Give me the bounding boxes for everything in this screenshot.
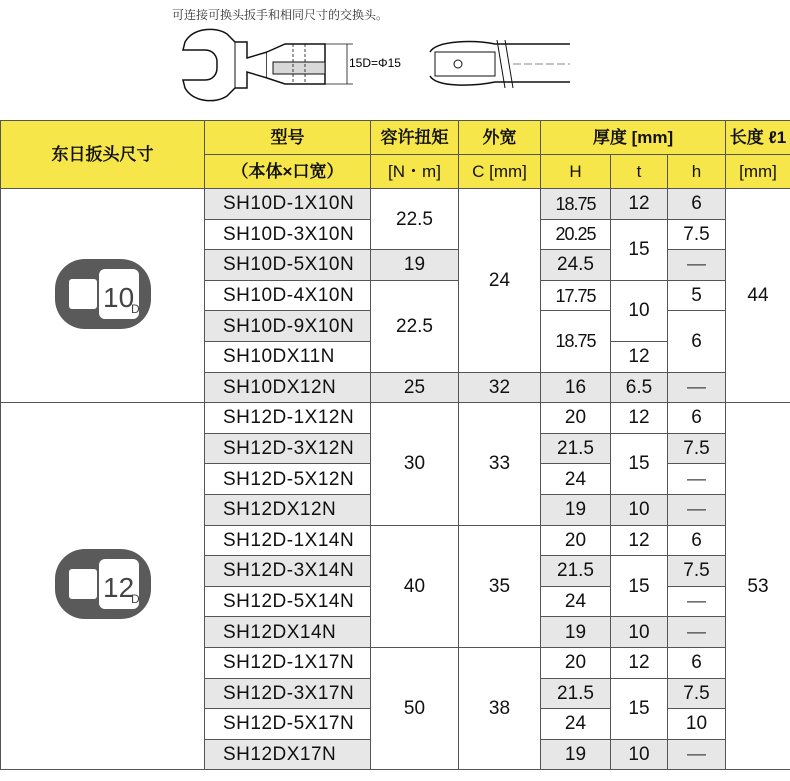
head-size-12d-badge — [53, 547, 153, 621]
H-cell: 20 — [541, 525, 611, 556]
h-cell: — — [668, 464, 726, 495]
h-cell: — — [668, 372, 726, 403]
t-cell: 15 — [611, 556, 668, 617]
h-cell: 10 — [668, 709, 726, 740]
torque-cell: 22.5 — [371, 280, 459, 372]
torque-cell: 22.5 — [371, 189, 459, 250]
torque-cell: 25 — [371, 372, 459, 403]
model-cell: SH12D-3X14N — [205, 556, 371, 587]
model-cell: SH12D-5X12N — [205, 464, 371, 495]
header-torque: 容许扭矩 — [371, 121, 459, 155]
H-cell: 17.75 — [541, 280, 611, 311]
width-cell: 32 — [459, 372, 541, 403]
badge-12-sub: D — [130, 592, 140, 607]
model-cell: SH10D-9X10N — [205, 311, 371, 342]
H-cell: 24 — [541, 464, 611, 495]
torque-cell: 40 — [371, 525, 459, 647]
H-cell: 21.5 — [541, 678, 611, 709]
h-cell: 6 — [668, 647, 726, 678]
t-cell: 15 — [611, 678, 668, 739]
model-cell: SH12D-5X14N — [205, 586, 371, 617]
h-cell: — — [668, 617, 726, 648]
t-cell: 6.5 — [611, 372, 668, 403]
torque-cell: 50 — [371, 647, 459, 769]
width-cell: 24 — [459, 189, 541, 373]
h-cell: — — [668, 250, 726, 281]
h-cell: 6 — [668, 311, 726, 372]
h-cell: 7.5 — [668, 678, 726, 709]
header-width: 外宽 — [459, 121, 541, 155]
model-cell: SH12DX17N — [205, 739, 371, 770]
length-cell: 53 — [726, 403, 790, 770]
model-cell: SH12DX12N — [205, 494, 371, 525]
header-thickness: 厚度 [mm] — [541, 121, 726, 155]
torque-cell: 30 — [371, 403, 459, 525]
length-cell: 44 — [726, 189, 790, 403]
model-cell: SH12D-3X12N — [205, 433, 371, 464]
drawing-dimension-label: 15D=Φ15 — [349, 56, 401, 70]
header-model: 型号 — [205, 121, 371, 155]
h-cell: 7.5 — [668, 556, 726, 587]
h-cell: 6 — [668, 189, 726, 220]
H-cell: 21.5 — [541, 556, 611, 587]
header-torque-unit: [N・m] — [371, 155, 459, 189]
header-H: H — [541, 155, 611, 189]
head-size-10d-badge — [53, 257, 153, 331]
header-h: h — [668, 155, 726, 189]
t-cell: 12 — [611, 525, 668, 556]
model-cell: SH12DX14N — [205, 617, 371, 648]
model-cell: SH10D-3X10N — [205, 219, 371, 250]
model-cell: SH12D-3X17N — [205, 678, 371, 709]
badge-10-sub: D — [130, 301, 140, 316]
badge-10-number: 10 — [102, 281, 134, 313]
model-cell: SH10D-1X10N — [205, 189, 371, 220]
H-cell: 16 — [541, 372, 611, 403]
h-cell: 7.5 — [668, 219, 726, 250]
head-size-10d-cell — [1, 189, 205, 403]
t-cell: 10 — [611, 494, 668, 525]
t-cell: 10 — [611, 280, 668, 341]
H-cell: 24 — [541, 586, 611, 617]
model-cell: SH10D-4X10N — [205, 280, 371, 311]
width-cell: 35 — [459, 525, 541, 647]
caption-text: 可连接可换头扳手和相同尺寸的交换头。 — [172, 8, 389, 22]
H-cell: 20 — [541, 403, 611, 434]
H-cell: 20 — [541, 647, 611, 678]
wrench-head-drawing — [175, 22, 575, 104]
H-cell: 19 — [541, 494, 611, 525]
H-cell: 19 — [541, 739, 611, 770]
model-cell: SH10DX12N — [205, 372, 371, 403]
header-width-unit: C [mm] — [459, 155, 541, 189]
header-head-size: 东日扳头尺寸 — [1, 121, 205, 189]
header-length: 长度 ℓ1 — [726, 121, 790, 155]
h-cell: 6 — [668, 403, 726, 434]
model-cell: SH12D-1X12N — [205, 403, 371, 434]
header-model-sub: （本体×口宽） — [205, 155, 371, 189]
h-cell: 6 — [668, 525, 726, 556]
h-cell: 5 — [668, 280, 726, 311]
t-cell: 10 — [611, 617, 668, 648]
H-cell: 18.75 — [541, 189, 611, 220]
badge-12-number: 12 — [102, 572, 134, 604]
header-length-unit: [mm] — [726, 155, 790, 189]
t-cell: 12 — [611, 341, 668, 372]
t-cell: 15 — [611, 219, 668, 280]
H-cell: 18.75 — [541, 311, 611, 372]
t-cell: 15 — [611, 433, 668, 494]
H-cell: 21.5 — [541, 433, 611, 464]
model-cell: SH10D-5X10N — [205, 250, 371, 281]
model-cell: SH12D-1X17N — [205, 647, 371, 678]
t-cell: 12 — [611, 403, 668, 434]
model-cell: SH10DX11N — [205, 341, 371, 372]
h-cell: — — [668, 586, 726, 617]
header-t: t — [611, 155, 668, 189]
h-cell: 7.5 — [668, 433, 726, 464]
t-cell: 12 — [611, 647, 668, 678]
head-size-12d-cell — [1, 403, 205, 770]
model-cell: SH12D-1X14N — [205, 525, 371, 556]
t-cell: 12 — [611, 189, 668, 220]
h-cell: — — [668, 494, 726, 525]
H-cell: 19 — [541, 617, 611, 648]
specification-table — [0, 120, 790, 770]
model-cell: SH12D-5X17N — [205, 709, 371, 740]
h-cell: — — [668, 739, 726, 770]
H-cell: 20.25 — [541, 219, 611, 250]
width-cell: 38 — [459, 647, 541, 769]
H-cell: 24 — [541, 709, 611, 740]
t-cell: 10 — [611, 739, 668, 770]
H-cell: 24.5 — [541, 250, 611, 281]
torque-cell: 19 — [371, 250, 459, 281]
width-cell: 33 — [459, 403, 541, 525]
